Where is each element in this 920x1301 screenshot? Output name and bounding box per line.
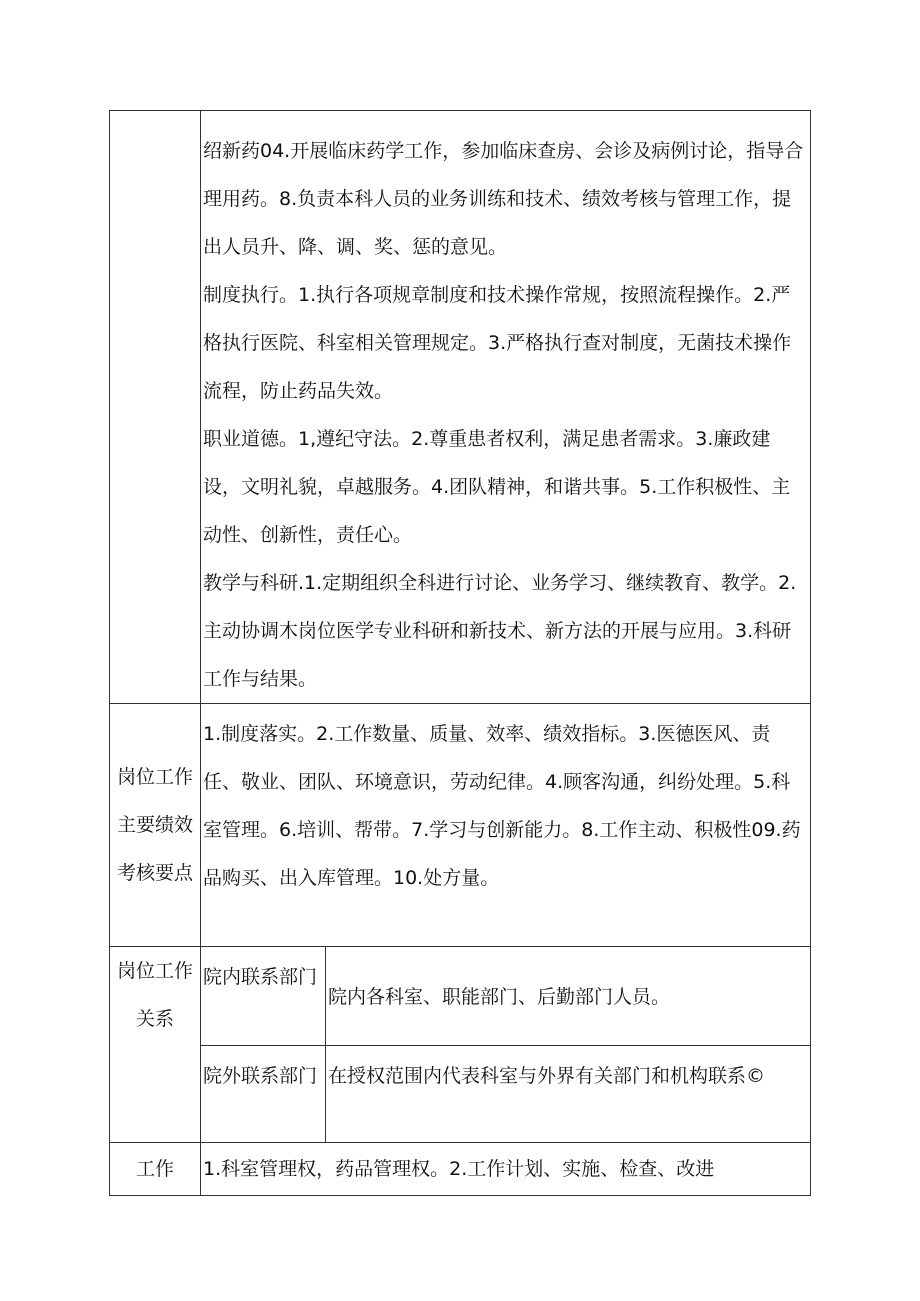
internal-label-cell — [201, 947, 326, 1046]
authority-content-cell — [201, 1143, 811, 1196]
relations-external-row — [110, 1046, 811, 1143]
authority-text: 1.科室管理权，药品管理权。2.工作计划、实施、检查、改进 — [203, 1158, 715, 1180]
performance-text: 1.制度落实。2.工作数量、质量、效率、绩效指标。3.医德医风、责任、敬业、团队、环境意识，劳动纪律。4.顾客沟通，纠纷处理。5.科室管理。6.培训、帮带。7.学习与创新能力。8.工作主动、积极性09.药品购买、出入库管理。10.处方量。 — [203, 723, 801, 889]
external-dept-text: 在授权范围内代表科室与外界有关部门和机构联系© — [328, 1065, 766, 1087]
relations-label: 岗位工作关系 — [116, 960, 193, 1030]
professional-ethics-paragraph: 职业道德。1,遵纪守法。2.尊重患者权利，满足患者需求。3.廉政建设，文明礼貌，卓越服务。4.团队精神，和谐共事。5.工作积极性、主动性、创新性，责任心。 — [203, 428, 791, 546]
duties-paragraph: 绍新药04.开展临床药学工作，参加临床查房、会诊及病例讨论，指导合理用药。8.负责本科人员的业务训练和技术、绩效考核与管理工作，提出人员升、降、调、奖、惩的意见。 — [203, 140, 804, 258]
duties-label-cell — [110, 111, 201, 704]
authority-label: 工作 — [135, 1158, 174, 1180]
internal-dept-label: 院内联系部门 — [203, 966, 318, 988]
internal-dept-text: 院内各科室、职能部门、后勤部门人员。 — [328, 986, 671, 1008]
relations-label-cell — [110, 947, 201, 1143]
duties-content-cell — [201, 111, 811, 704]
internal-content-cell — [326, 947, 811, 1046]
external-content-cell — [326, 1046, 811, 1143]
teaching-research-paragraph: 教学与科研.1.定期组织全科进行讨论、业务学习、继续教育、教学。2.主动协调木岗位医学专业科研和新技术、新方法的开展与应用。3.科研工作与结果。 — [203, 572, 797, 690]
job-description-table — [109, 110, 811, 1196]
external-label-cell — [201, 1046, 326, 1143]
relations-internal-row — [110, 947, 811, 1046]
authority-label-cell — [110, 1143, 201, 1196]
duties-row — [110, 111, 811, 704]
system-execution-paragraph: 制度执行。1.执行各项规章制度和技术操作常规，按照流程操作。2.严格执行医院、科室相关管理规定。3.严格执行查对制度，无菌技术操作流程，防止药品失效。 — [203, 284, 792, 402]
authority-row — [110, 1143, 811, 1196]
performance-content-cell — [201, 704, 811, 947]
external-dept-label: 院外联系部门 — [203, 1065, 318, 1087]
performance-label: 岗位工作主要绩效考核要点 — [116, 766, 193, 884]
performance-row — [110, 704, 811, 947]
performance-label-cell — [110, 704, 201, 947]
